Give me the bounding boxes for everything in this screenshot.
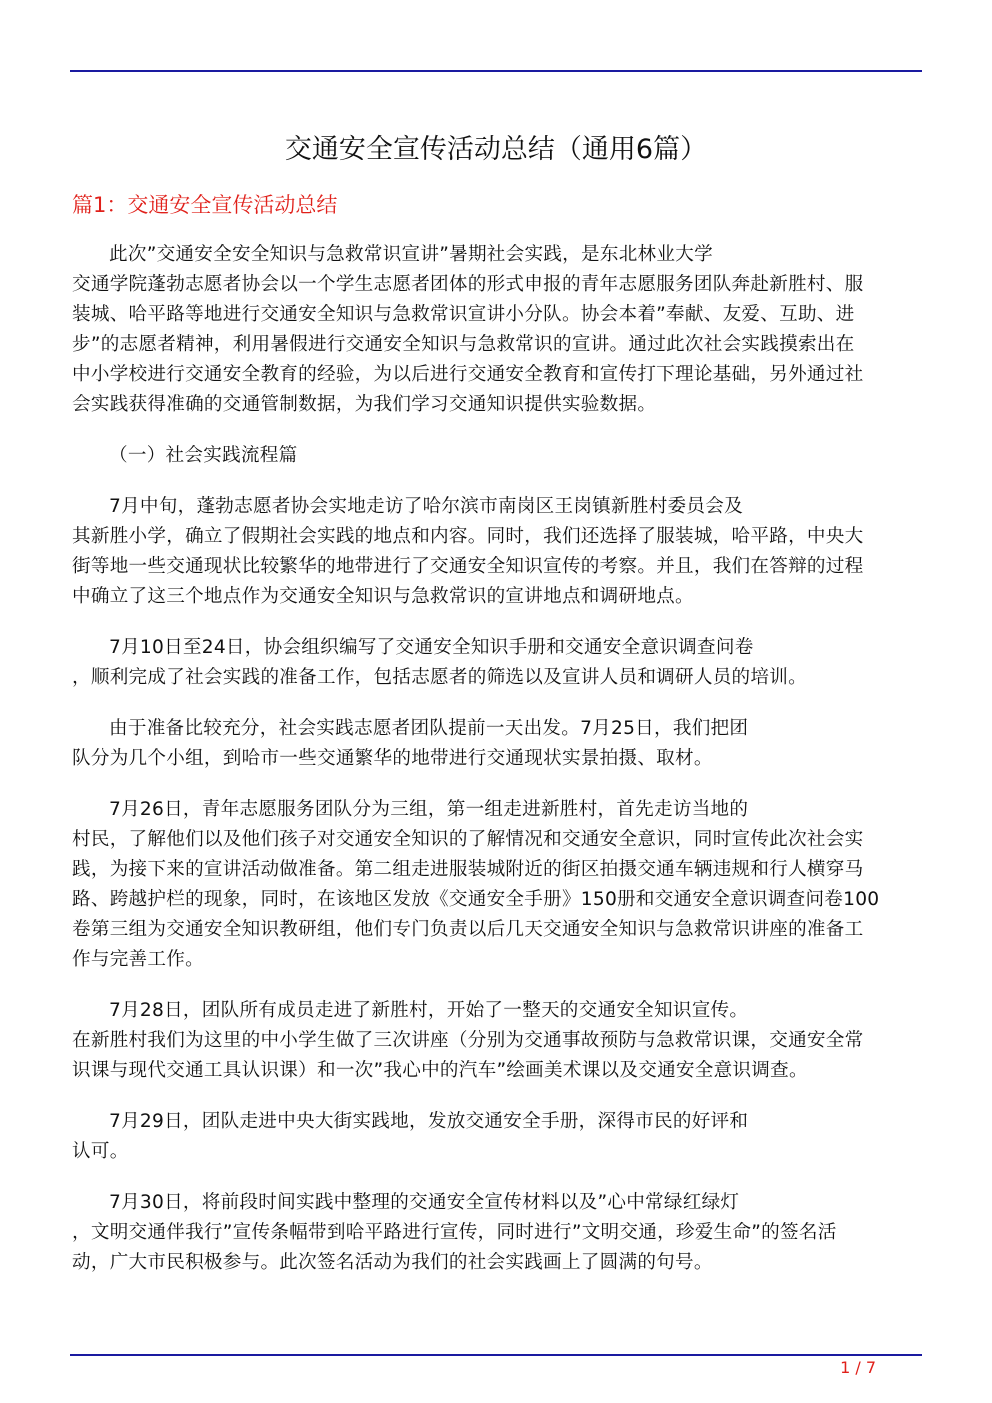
paragraph-line: 会实践获得准确的交通管制数据，为我们学习交通知识提供实验数据。	[72, 394, 657, 415]
paragraph-line: 7月30日，将前段时间实践中整理的交通安全宣传材料以及”心中常绿红绿灯	[109, 1192, 740, 1213]
document-body	[72, 240, 922, 1299]
header-rule	[70, 70, 922, 72]
paragraph-line: 交通学院蓬勃志愿者协会以一个学生志愿者团体的形式申报的青年志愿服务团队奔赴新胜村、服	[72, 274, 864, 295]
paragraph	[72, 240, 922, 420]
paragraph	[72, 795, 922, 975]
paragraph-line: 中确立了这三个地点作为交通安全知识与急救常识的宣讲地点和调研地点。	[72, 586, 694, 607]
paragraph-line: 步”的志愿者精神，利用暑假进行交通安全知识与急救常识的宣讲。通过此次社会实践摸索出在	[72, 334, 855, 355]
paragraph	[72, 633, 922, 693]
paragraph-line: ，顺利完成了社会实践的准备工作，包括志愿者的筛选以及宣讲人员和调研人员的培训。	[72, 667, 807, 688]
paragraph-line: 7月29日，团队走进中央大街实践地，发放交通安全手册，深得市民的好评和	[109, 1111, 749, 1132]
paragraph-line: 由于准备比较充分，社会实践志愿者团队提前一天出发。7月25日，我们把团	[109, 718, 749, 739]
paragraph-line: 识课与现代交通工具认识课）和一次”我心中的汽车”绘画美术课以及交通安全意识调查。	[72, 1060, 808, 1081]
paragraph-line: 认可。	[72, 1141, 129, 1162]
document-title: 交通安全宣传活动总结（通用6篇）	[284, 134, 708, 165]
paragraph-line: 7月中旬，蓬勃志愿者协会实地走访了哈尔滨市南岗区王岗镇新胜村委员会及	[109, 496, 743, 517]
section-heading: 篇1：交通安全宣传活动总结	[72, 193, 338, 217]
page-number: 1 / 7	[840, 1358, 876, 1377]
paragraph-line: 卷第三组为交通安全知识教研组，他们专门负责以后几天交通安全知识与急救常识讲座的准备工	[72, 919, 864, 940]
paragraph	[72, 1107, 922, 1167]
paragraph-line: 作与完善工作。	[72, 949, 204, 970]
paragraph-line: ，文明交通伴我行”宣传条幅带到哈平路进行宣传，同时进行”文明交通，珍爱生命”的签名活	[72, 1222, 837, 1243]
paragraph-line: 践，为接下来的宣讲活动做准备。第二组走进服装城附近的街区拍摄交通车辆违规和行人横穿马	[72, 859, 864, 880]
paragraph-line: 7月28日，团队所有成员走进了新胜村，开始了一整天的交通安全知识宣传。	[109, 1000, 749, 1021]
paragraph	[72, 996, 922, 1086]
paragraph-line: 村民，了解他们以及他们孩子对交通安全知识的了解情况和交通安全意识，同时宣传此次社会实	[72, 829, 864, 850]
paragraph-line: 队分为几个小组，到哈市一些交通繁华的地带进行交通现状实景拍摄、取材。	[72, 748, 713, 769]
paragraph-line: 中小学校进行交通安全教育的经验，为以后进行交通安全教育和宣传打下理论基础，另外通过社	[72, 364, 864, 385]
paragraph-line: 其新胜小学，确立了假期社会实践的地点和内容。同时，我们还选择了服装城，哈平路，中央大	[72, 526, 864, 547]
paragraph-line: 此次”交通安全安全知识与急救常识宣讲”暑期社会实践，是东北林业大学	[109, 244, 713, 265]
paragraph-line: 在新胜村我们为这里的中小学生做了三次讲座（分别为交通事故预防与急救常识课，交通安全常	[72, 1030, 864, 1051]
footer-rule	[70, 1354, 922, 1356]
paragraph-line: （一）社会实践流程篇	[109, 445, 298, 466]
paragraph-line: 路、跨越护栏的现象，同时，在该地区发放《交通安全手册》150册和交通安全意识调查问卷100	[72, 889, 880, 910]
paragraph	[72, 1188, 922, 1278]
paragraph	[72, 492, 922, 612]
paragraph-line: 动，广大市民积极参与。此次签名活动为我们的社会实践画上了圆满的句号。	[72, 1252, 713, 1273]
paragraph	[72, 714, 922, 774]
paragraph-line: 7月10日至24日，协会组织编写了交通安全知识手册和交通安全意识调查问卷	[109, 637, 754, 658]
paragraph-line: 街等地一些交通现状比较繁华的地带进行了交通安全知识宣传的考察。并且，我们在答辩的过程	[72, 556, 864, 577]
paragraph-line: 装城、哈平路等地进行交通安全知识与急救常识宣讲小分队。协会本着”奉献、友爱、互助、进	[72, 304, 855, 325]
paragraph	[72, 441, 922, 471]
paragraph-line: 7月26日，青年志愿服务团队分为三组，第一组走进新胜村，首先走访当地的	[109, 799, 749, 820]
